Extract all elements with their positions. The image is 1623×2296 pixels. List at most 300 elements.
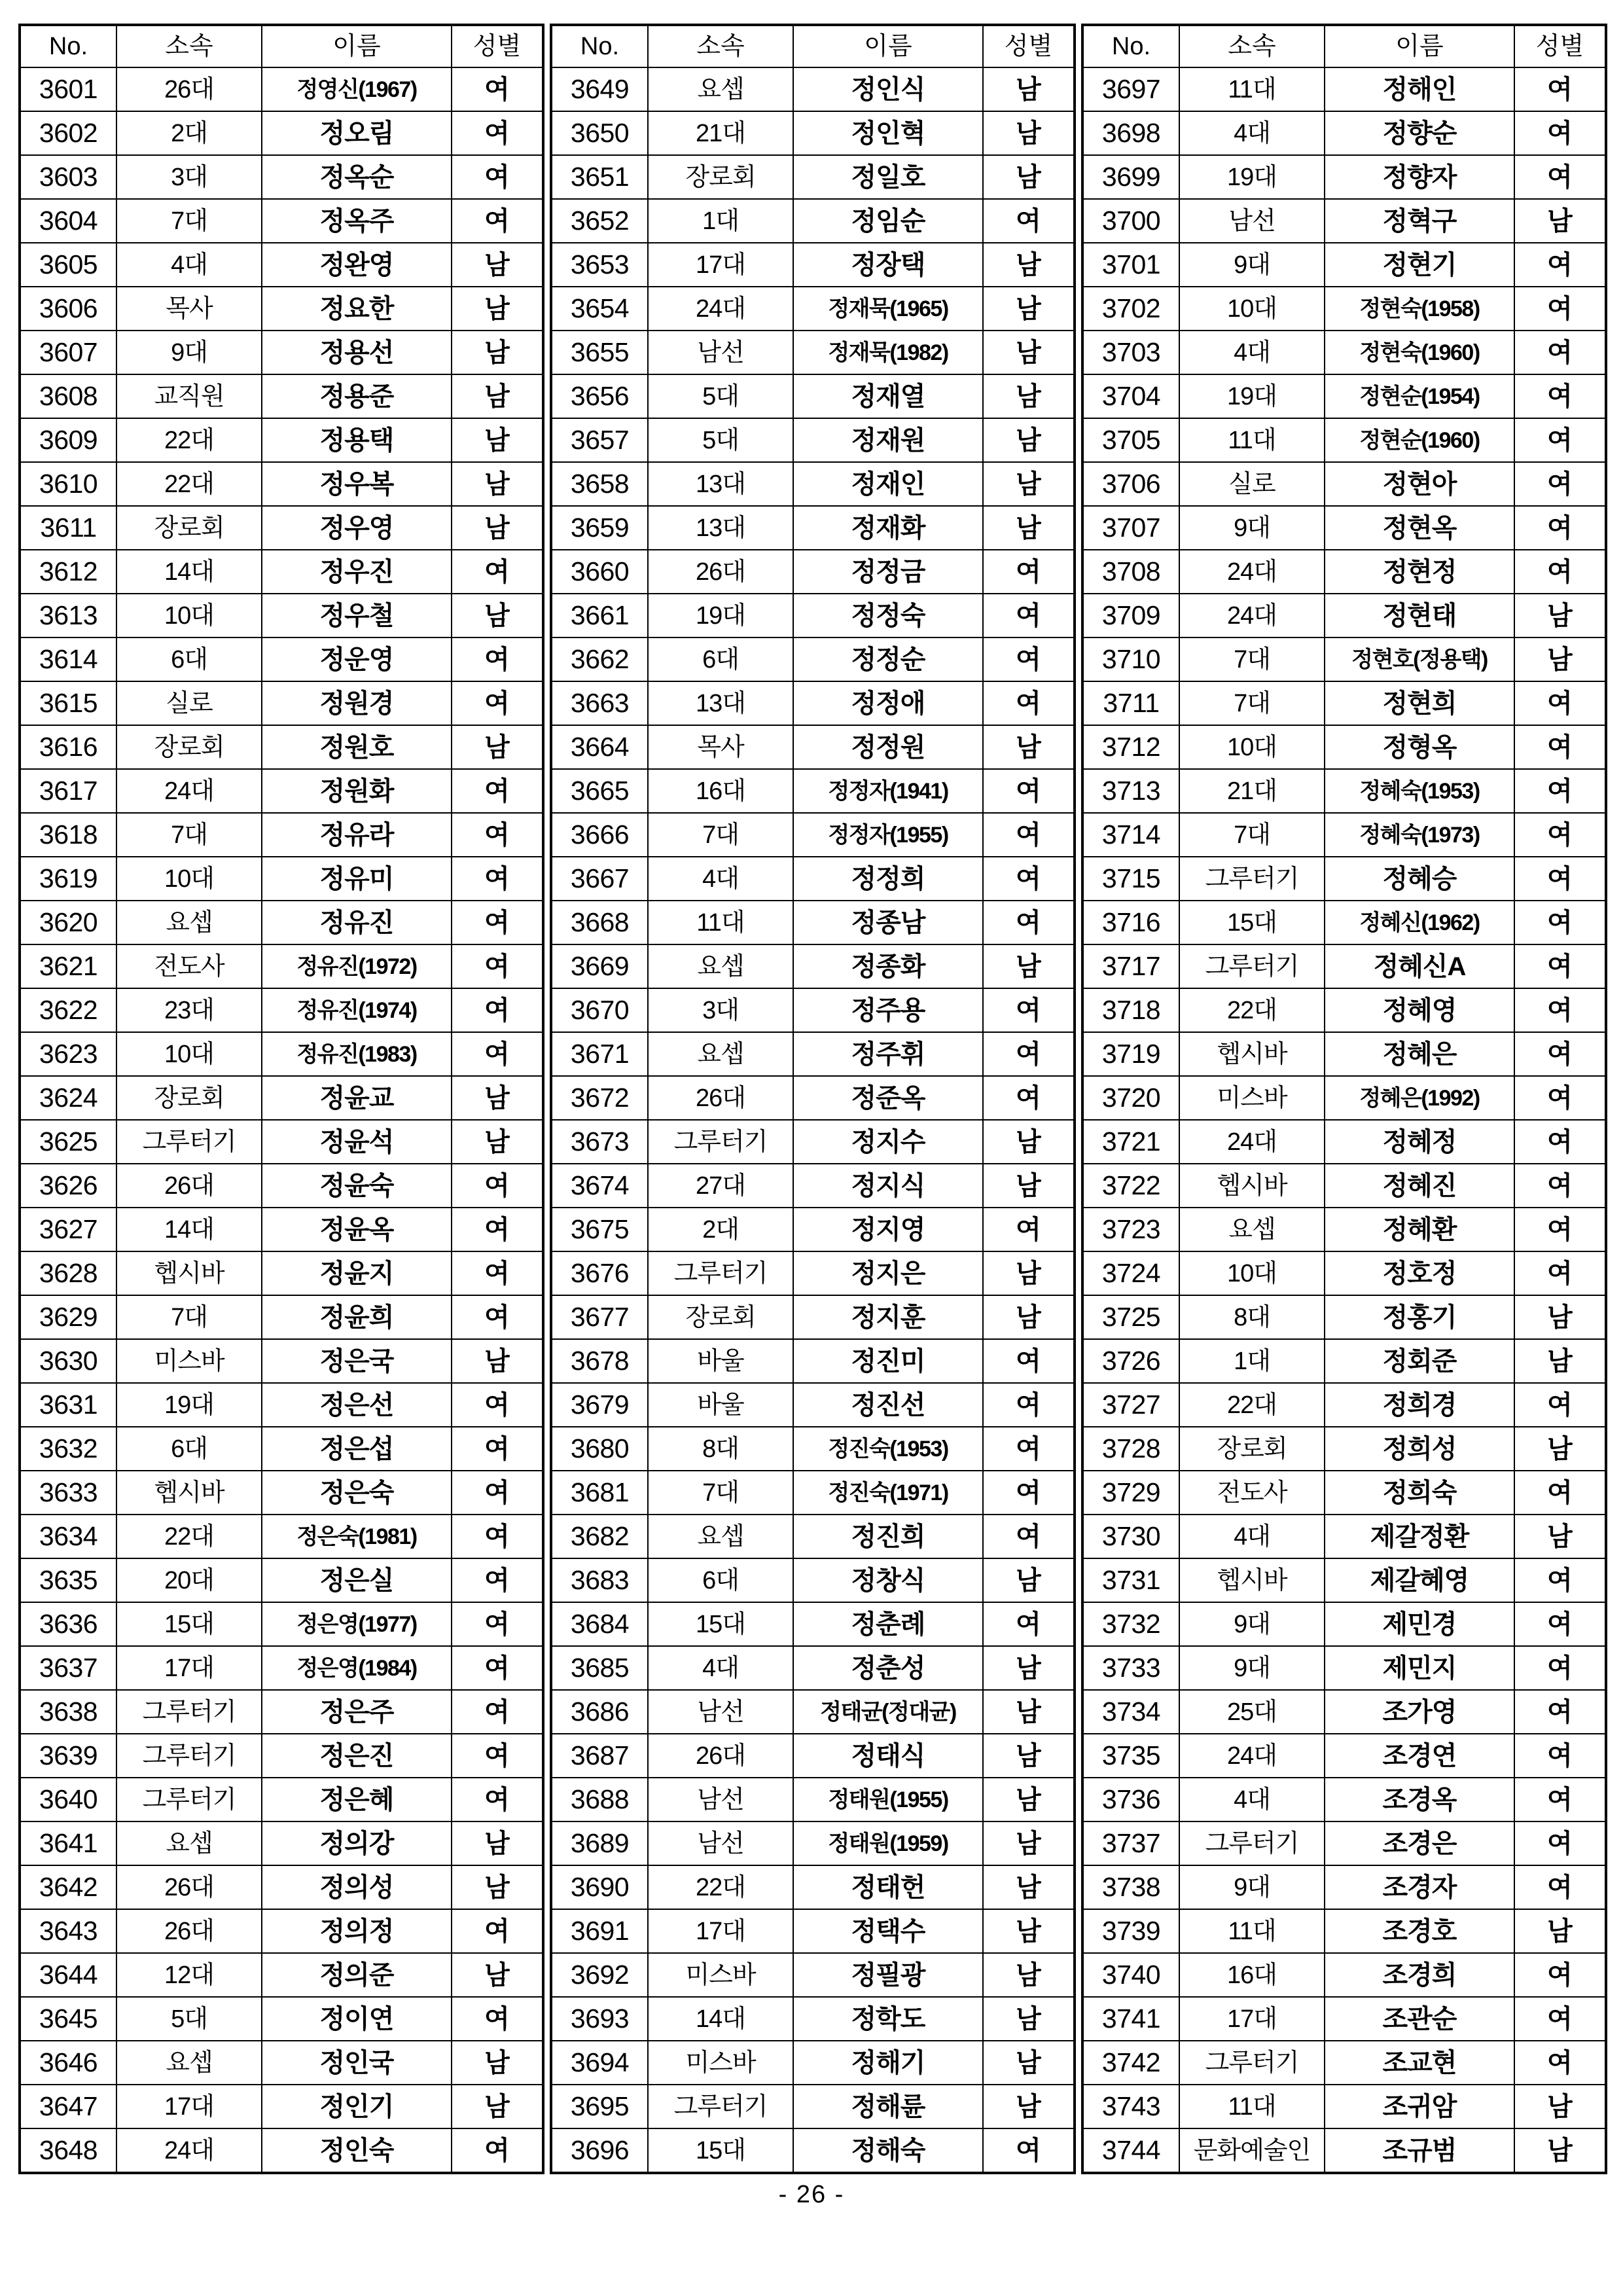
cell-gender: 남 <box>983 1953 1075 1997</box>
table-row <box>20 331 543 374</box>
table-row <box>1082 1602 1606 1646</box>
cell-no: 3674 <box>551 1164 648 1208</box>
table-row <box>20 67 543 111</box>
cell-name: 정진숙(1953) <box>793 1427 983 1471</box>
cell-no: 3651 <box>551 155 648 199</box>
cell-no: 3626 <box>20 1164 116 1208</box>
directory-block <box>1081 24 1605 2174</box>
cell-gender: 여 <box>452 944 543 988</box>
cell-name: 정윤지 <box>262 1251 452 1295</box>
cell-no: 3705 <box>1082 418 1179 462</box>
cell-gender: 여 <box>983 1339 1075 1383</box>
cell-affiliation: 미스바 <box>116 1339 262 1383</box>
cell-affiliation: 남선 <box>648 1690 793 1734</box>
cell-name: 정현기 <box>1325 243 1514 287</box>
directory-block <box>550 24 1073 2174</box>
cell-gender: 여 <box>1514 681 1606 725</box>
cell-no: 3660 <box>551 550 648 594</box>
cell-no: 3670 <box>551 988 648 1032</box>
table-row <box>1082 1339 1606 1383</box>
cell-gender: 여 <box>983 594 1075 637</box>
cell-affiliation: 9대 <box>1179 1865 1325 1909</box>
cell-affiliation: 19대 <box>116 1383 262 1427</box>
table-row <box>20 1208 543 1251</box>
cell-affiliation: 8대 <box>1179 1295 1325 1339</box>
cell-gender: 남 <box>452 1953 543 1997</box>
cell-name: 정택수 <box>793 1909 983 1953</box>
table-row <box>20 988 543 1032</box>
table-row <box>1082 1734 1606 1778</box>
cell-no: 3643 <box>20 1909 116 1953</box>
cell-name: 정은혜 <box>262 1778 452 1821</box>
cell-no: 3692 <box>551 1953 648 1997</box>
cell-affiliation: 26대 <box>648 550 793 594</box>
table-row <box>20 1383 543 1427</box>
cell-no: 3676 <box>551 1251 648 1295</box>
cell-no: 3632 <box>20 1427 116 1471</box>
cell-gender: 여 <box>1514 243 1606 287</box>
cell-name: 정재화 <box>793 506 983 550</box>
table-row <box>551 1208 1075 1251</box>
table-row <box>551 1821 1075 1865</box>
cell-affiliation: 1대 <box>648 199 793 243</box>
cell-affiliation: 27대 <box>648 1164 793 1208</box>
cell-gender: 여 <box>452 769 543 813</box>
cell-affiliation: 17대 <box>116 2085 262 2128</box>
cell-gender: 남 <box>983 1997 1075 2041</box>
table-row <box>1082 1251 1606 1295</box>
cell-no: 3699 <box>1082 155 1179 199</box>
cell-name: 정희숙 <box>1325 1471 1514 1515</box>
cell-name: 정요한 <box>262 287 452 331</box>
cell-no: 3608 <box>20 374 116 418</box>
cell-gender: 여 <box>1514 857 1606 901</box>
table-row <box>1082 1515 1606 1558</box>
cell-gender: 여 <box>1514 944 1606 988</box>
table-row <box>20 550 543 594</box>
cell-name: 제민지 <box>1325 1646 1514 1690</box>
cell-affiliation: 요셉 <box>116 2041 262 2085</box>
cell-no: 3708 <box>1082 550 1179 594</box>
cell-affiliation: 3대 <box>116 155 262 199</box>
table-row <box>1082 550 1606 594</box>
cell-gender: 여 <box>452 1690 543 1734</box>
column-header-gender: 성별 <box>983 25 1075 67</box>
cell-name: 정장택 <box>793 243 983 287</box>
cell-no: 3645 <box>20 1997 116 2041</box>
cell-gender: 여 <box>1514 1646 1606 1690</box>
cell-name: 정원경 <box>262 681 452 725</box>
table-row <box>551 2128 1075 2173</box>
table-row <box>20 374 543 418</box>
cell-no: 3659 <box>551 506 648 550</box>
table-row <box>1082 944 1606 988</box>
cell-gender: 여 <box>983 1208 1075 1251</box>
cell-name: 정정순 <box>793 637 983 681</box>
cell-no: 3715 <box>1082 857 1179 901</box>
table-row <box>1082 813 1606 857</box>
table-row <box>20 1690 543 1734</box>
cell-name: 정창식 <box>793 1558 983 1602</box>
cell-no: 3710 <box>1082 637 1179 681</box>
cell-affiliation: 11대 <box>648 901 793 944</box>
cell-no: 3627 <box>20 1208 116 1251</box>
cell-no: 3706 <box>1082 462 1179 506</box>
cell-affiliation: 요셉 <box>648 1515 793 1558</box>
cell-affiliation: 미스바 <box>648 1953 793 1997</box>
table-row <box>20 155 543 199</box>
cell-no: 3666 <box>551 813 648 857</box>
cell-no: 3652 <box>551 199 648 243</box>
cell-no: 3610 <box>20 462 116 506</box>
cell-name: 정은국 <box>262 1339 452 1383</box>
cell-no: 3669 <box>551 944 648 988</box>
cell-no: 3725 <box>1082 1295 1179 1339</box>
table-row <box>551 681 1075 725</box>
table-row <box>551 243 1075 287</box>
cell-affiliation: 남선 <box>648 331 793 374</box>
cell-gender: 여 <box>1514 1778 1606 1821</box>
cell-name: 정현정 <box>1325 550 1514 594</box>
table-row <box>20 1865 543 1909</box>
cell-affiliation: 4대 <box>648 857 793 901</box>
cell-no: 3724 <box>1082 1251 1179 1295</box>
cell-name: 조경옥 <box>1325 1778 1514 1821</box>
cell-name: 정재묵(1982) <box>793 331 983 374</box>
cell-affiliation: 4대 <box>1179 1515 1325 1558</box>
cell-gender: 남 <box>1514 1339 1606 1383</box>
cell-affiliation: 24대 <box>1179 1120 1325 1164</box>
cell-name: 정태균(정대균) <box>793 1690 983 1734</box>
table-row <box>551 944 1075 988</box>
table-row <box>20 1032 543 1076</box>
column-header-name: 이름 <box>1325 25 1514 67</box>
table-row <box>1082 2128 1606 2173</box>
cell-no: 3728 <box>1082 1427 1179 1471</box>
cell-affiliation: 요셉 <box>648 1032 793 1076</box>
table-row <box>1082 374 1606 418</box>
cell-gender: 여 <box>452 637 543 681</box>
cell-name: 정의강 <box>262 1821 452 1865</box>
table-row <box>1082 67 1606 111</box>
table-row <box>1082 857 1606 901</box>
cell-affiliation: 장로회 <box>116 725 262 769</box>
cell-affiliation: 22대 <box>1179 1383 1325 1427</box>
cell-name: 정해기 <box>793 2041 983 2085</box>
table-row <box>20 1471 543 1515</box>
table-row <box>20 1646 543 1690</box>
cell-affiliation: 목사 <box>648 725 793 769</box>
cell-gender: 남 <box>1514 1515 1606 1558</box>
cell-no: 3636 <box>20 1602 116 1646</box>
cell-affiliation: 7대 <box>648 813 793 857</box>
cell-gender: 남 <box>983 111 1075 155</box>
cell-gender: 남 <box>983 1778 1075 1821</box>
cell-name: 정의성 <box>262 1865 452 1909</box>
table-row <box>551 1778 1075 1821</box>
cell-no: 3689 <box>551 1821 648 1865</box>
cell-gender: 여 <box>452 1778 543 1821</box>
cell-name: 정현아 <box>1325 462 1514 506</box>
cell-no: 3664 <box>551 725 648 769</box>
cell-no: 3638 <box>20 1690 116 1734</box>
cell-no: 3614 <box>20 637 116 681</box>
cell-name: 정윤옥 <box>262 1208 452 1251</box>
cell-gender: 남 <box>983 1690 1075 1734</box>
cell-no: 3743 <box>1082 2085 1179 2128</box>
table-row <box>20 944 543 988</box>
cell-affiliation: 9대 <box>1179 243 1325 287</box>
cell-name: 정의정 <box>262 1909 452 1953</box>
cell-affiliation: 7대 <box>1179 813 1325 857</box>
cell-no: 3721 <box>1082 1120 1179 1164</box>
cell-affiliation: 1대 <box>1179 1339 1325 1383</box>
cell-gender: 여 <box>452 1909 543 1953</box>
table-row <box>20 418 543 462</box>
table-row <box>1082 594 1606 637</box>
table-row <box>551 1120 1075 1164</box>
cell-affiliation: 23대 <box>116 988 262 1032</box>
cell-name: 정완영 <box>262 243 452 287</box>
cell-gender: 여 <box>1514 813 1606 857</box>
cell-gender: 남 <box>983 418 1075 462</box>
cell-gender: 남 <box>983 1909 1075 1953</box>
table-row <box>20 1164 543 1208</box>
cell-gender: 여 <box>1514 725 1606 769</box>
cell-name: 정현옥 <box>1325 506 1514 550</box>
cell-affiliation: 7대 <box>116 1295 262 1339</box>
cell-no: 3720 <box>1082 1076 1179 1120</box>
cell-gender: 여 <box>1514 67 1606 111</box>
cell-no: 3675 <box>551 1208 648 1251</box>
cell-name: 정정숙 <box>793 594 983 637</box>
cell-no: 3703 <box>1082 331 1179 374</box>
cell-no: 3673 <box>551 1120 648 1164</box>
cell-gender: 여 <box>452 1515 543 1558</box>
cell-name: 정유진(1983) <box>262 1032 452 1076</box>
cell-name: 정필광 <box>793 1953 983 1997</box>
cell-affiliation: 9대 <box>1179 506 1325 550</box>
table-row <box>551 331 1075 374</box>
column-header-affiliation: 소속 <box>1179 25 1325 67</box>
cell-name: 정재묵(1965) <box>793 287 983 331</box>
cell-name: 정용택 <box>262 418 452 462</box>
cell-gender: 여 <box>452 1383 543 1427</box>
cell-affiliation: 전도사 <box>116 944 262 988</box>
cell-affiliation: 4대 <box>1179 111 1325 155</box>
cell-name: 정유진(1974) <box>262 988 452 1032</box>
cell-name: 정옥주 <box>262 199 452 243</box>
cell-affiliation: 2대 <box>116 111 262 155</box>
cell-affiliation: 헵시바 <box>1179 1558 1325 1602</box>
cell-no: 3740 <box>1082 1953 1179 1997</box>
cell-gender: 남 <box>983 1164 1075 1208</box>
directory-block <box>18 24 542 2174</box>
cell-affiliation: 14대 <box>116 550 262 594</box>
cell-gender: 여 <box>983 1515 1075 1558</box>
cell-affiliation: 그루터기 <box>1179 857 1325 901</box>
cell-no: 3602 <box>20 111 116 155</box>
cell-name: 정임순 <box>793 199 983 243</box>
table-row <box>551 637 1075 681</box>
table-row <box>551 1339 1075 1383</box>
cell-name: 정재인 <box>793 462 983 506</box>
cell-no: 3687 <box>551 1734 648 1778</box>
cell-affiliation: 요셉 <box>648 67 793 111</box>
cell-name: 정혁구 <box>1325 199 1514 243</box>
cell-affiliation: 15대 <box>1179 901 1325 944</box>
cell-affiliation: 24대 <box>116 2128 262 2173</box>
cell-affiliation: 그루터기 <box>116 1734 262 1778</box>
table-row <box>551 1865 1075 1909</box>
cell-gender: 여 <box>1514 2041 1606 2085</box>
cell-no: 3695 <box>551 2085 648 2128</box>
cell-gender: 여 <box>1514 901 1606 944</box>
cell-no: 3654 <box>551 287 648 331</box>
cell-affiliation: 12대 <box>116 1953 262 1997</box>
cell-gender: 남 <box>983 67 1075 111</box>
cell-no: 3742 <box>1082 2041 1179 2085</box>
cell-name: 정정자(1941) <box>793 769 983 813</box>
cell-no: 3630 <box>20 1339 116 1383</box>
cell-affiliation: 남선 <box>648 1778 793 1821</box>
cell-gender: 여 <box>1514 506 1606 550</box>
cell-affiliation: 11대 <box>1179 418 1325 462</box>
cell-affiliation: 목사 <box>116 287 262 331</box>
cell-affiliation: 헵시바 <box>1179 1032 1325 1076</box>
table-row <box>1082 988 1606 1032</box>
cell-gender: 여 <box>1514 462 1606 506</box>
cell-gender: 여 <box>983 550 1075 594</box>
cell-gender: 남 <box>983 1120 1075 1164</box>
cell-name: 정지은 <box>793 1251 983 1295</box>
cell-gender: 여 <box>1514 287 1606 331</box>
table-row <box>551 67 1075 111</box>
cell-gender: 남 <box>452 1339 543 1383</box>
cell-no: 3650 <box>551 111 648 155</box>
cell-affiliation: 7대 <box>116 199 262 243</box>
cell-affiliation: 미스바 <box>1179 1076 1325 1120</box>
table-row <box>20 506 543 550</box>
cell-gender: 여 <box>983 1383 1075 1427</box>
cell-gender: 여 <box>1514 1471 1606 1515</box>
cell-affiliation: 바울 <box>648 1383 793 1427</box>
cell-affiliation: 22대 <box>1179 988 1325 1032</box>
table-row <box>1082 1558 1606 1602</box>
cell-name: 정윤석 <box>262 1120 452 1164</box>
cell-gender: 여 <box>452 1646 543 1690</box>
table-row <box>551 901 1075 944</box>
column-header-no: No. <box>551 25 648 67</box>
table-row <box>551 1032 1075 1076</box>
cell-gender: 여 <box>452 2128 543 2173</box>
table-row <box>20 2085 543 2128</box>
cell-gender: 여 <box>452 1208 543 1251</box>
cell-gender: 여 <box>1514 1164 1606 1208</box>
cell-gender: 여 <box>1514 1690 1606 1734</box>
cell-no: 3733 <box>1082 1646 1179 1690</box>
cell-name: 조경희 <box>1325 1953 1514 1997</box>
cell-gender: 여 <box>1514 1251 1606 1295</box>
table-row <box>20 462 543 506</box>
cell-gender: 남 <box>983 243 1075 287</box>
cell-no: 3726 <box>1082 1339 1179 1383</box>
cell-no: 3713 <box>1082 769 1179 813</box>
table-row <box>1082 1690 1606 1734</box>
table-row <box>20 1909 543 1953</box>
cell-affiliation: 4대 <box>648 1646 793 1690</box>
cell-gender: 여 <box>1514 1208 1606 1251</box>
table-row <box>20 1515 543 1558</box>
cell-gender: 여 <box>452 155 543 199</box>
table-row <box>551 199 1075 243</box>
cell-gender: 남 <box>1514 637 1606 681</box>
cell-affiliation: 요셉 <box>648 944 793 988</box>
cell-affiliation: 그루터기 <box>116 1778 262 1821</box>
cell-no: 3737 <box>1082 1821 1179 1865</box>
cell-gender: 남 <box>452 1120 543 1164</box>
cell-no: 3719 <box>1082 1032 1179 1076</box>
cell-gender: 여 <box>452 1251 543 1295</box>
cell-gender: 남 <box>452 418 543 462</box>
cell-name: 정형옥 <box>1325 725 1514 769</box>
cell-gender: 남 <box>452 2041 543 2085</box>
cell-affiliation: 6대 <box>116 637 262 681</box>
table-row <box>20 637 543 681</box>
table-row <box>551 1558 1075 1602</box>
cell-name: 조가영 <box>1325 1690 1514 1734</box>
cell-no: 3714 <box>1082 813 1179 857</box>
table-row <box>551 1734 1075 1778</box>
cell-affiliation: 그루터기 <box>648 1120 793 1164</box>
cell-gender: 여 <box>1514 1032 1606 1076</box>
cell-name: 정인국 <box>262 2041 452 2085</box>
table-row <box>20 857 543 901</box>
cell-affiliation: 그루터기 <box>648 2085 793 2128</box>
cell-gender: 남 <box>452 243 543 287</box>
table-row <box>20 2128 543 2173</box>
cell-name: 정혜환 <box>1325 1208 1514 1251</box>
cell-affiliation: 10대 <box>1179 287 1325 331</box>
cell-gender: 여 <box>983 199 1075 243</box>
cell-gender: 여 <box>452 988 543 1032</box>
cell-name: 조경자 <box>1325 1865 1514 1909</box>
cell-no: 3672 <box>551 1076 648 1120</box>
cell-name: 정주휘 <box>793 1032 983 1076</box>
cell-name: 정재열 <box>793 374 983 418</box>
table-row <box>20 1953 543 1997</box>
cell-affiliation: 26대 <box>116 1164 262 1208</box>
cell-gender: 여 <box>1514 1120 1606 1164</box>
cell-affiliation: 바울 <box>648 1339 793 1383</box>
cell-gender: 남 <box>983 506 1075 550</box>
table-row <box>20 901 543 944</box>
cell-no: 3633 <box>20 1471 116 1515</box>
cell-name: 정은영(1984) <box>262 1646 452 1690</box>
cell-name: 조교현 <box>1325 2041 1514 2085</box>
cell-affiliation: 10대 <box>116 594 262 637</box>
cell-name: 정춘례 <box>793 1602 983 1646</box>
cell-gender: 여 <box>983 813 1075 857</box>
cell-name: 정유미 <box>262 857 452 901</box>
cell-gender: 남 <box>452 2085 543 2128</box>
column-header-affiliation: 소속 <box>648 25 793 67</box>
cell-affiliation: 11대 <box>1179 1909 1325 1953</box>
cell-gender: 여 <box>983 637 1075 681</box>
cell-affiliation: 22대 <box>116 418 262 462</box>
cell-name: 정오림 <box>262 111 452 155</box>
cell-gender: 여 <box>452 1558 543 1602</box>
